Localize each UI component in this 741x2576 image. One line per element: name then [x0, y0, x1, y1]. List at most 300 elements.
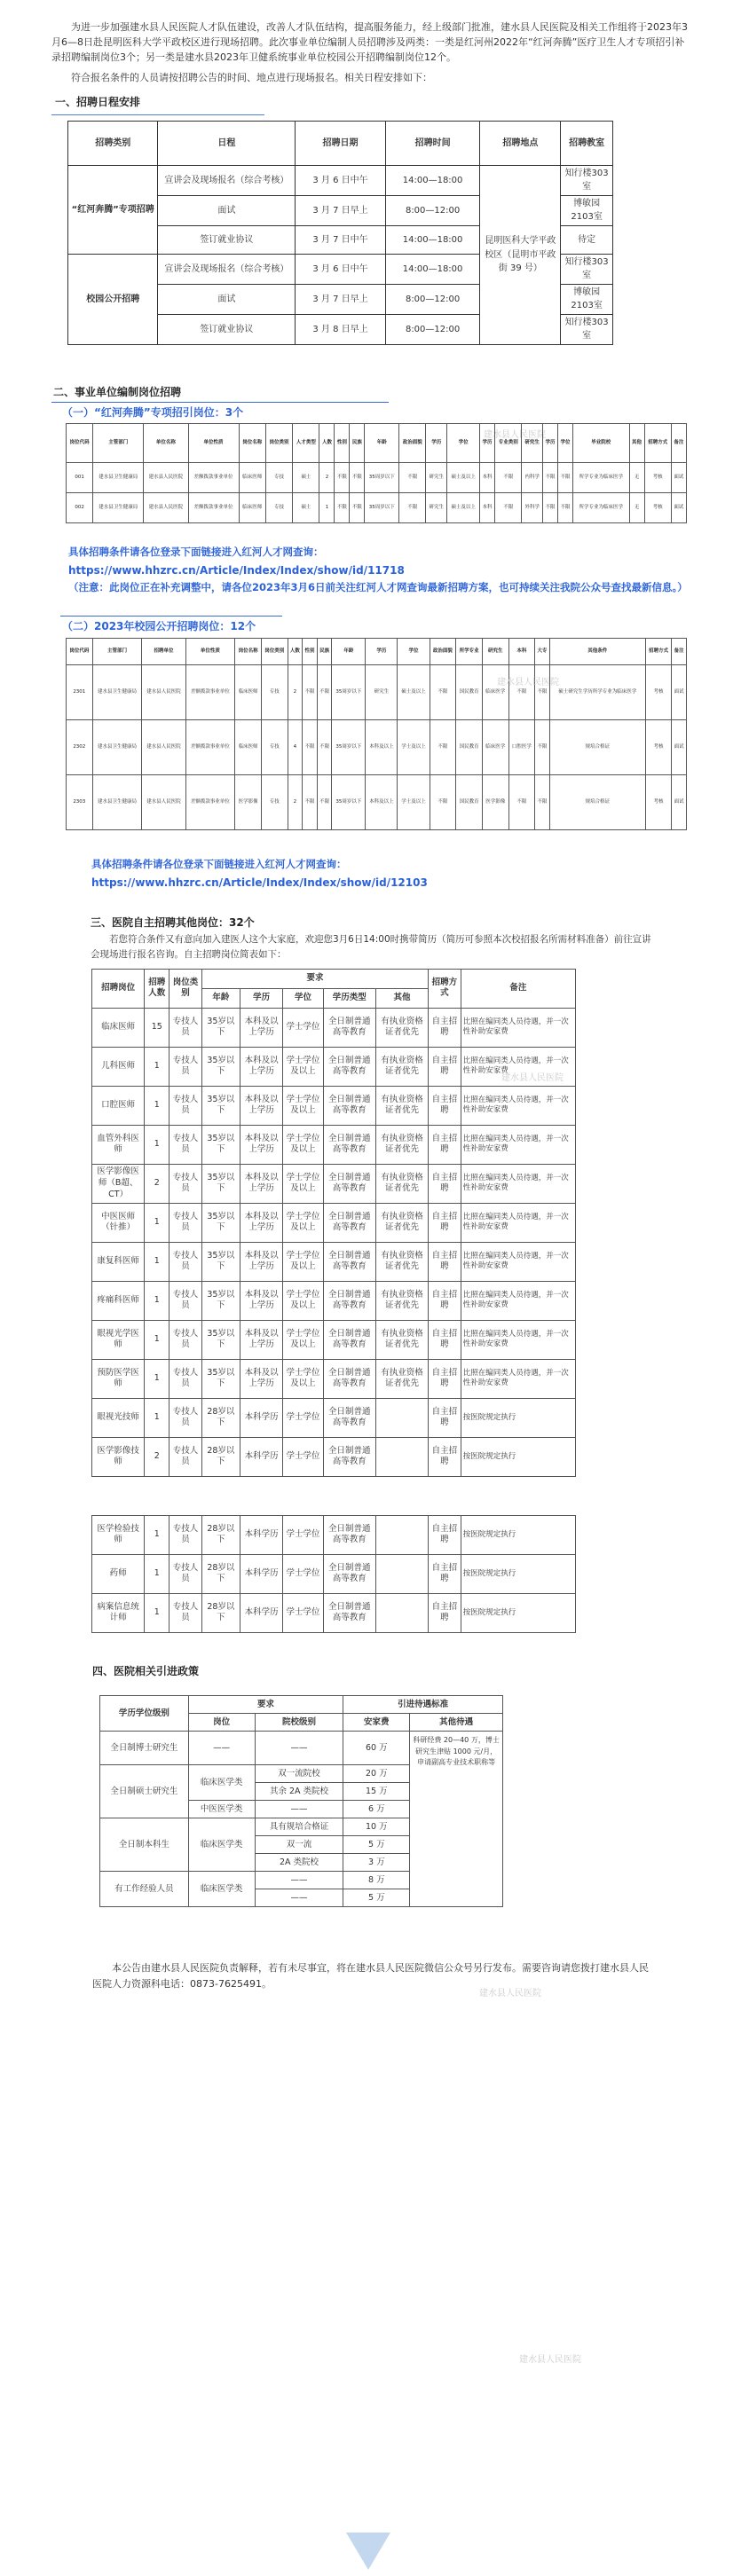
section3-title: 三、医院自主招聘其他岗位：32个 [91, 915, 255, 929]
table-cell: 35岁以下 [201, 1242, 240, 1281]
table-header-cell: 研究生 [482, 639, 508, 665]
table-cell: 比照在编同类人员待遇，并一次性补助安家费 [461, 1203, 575, 1242]
table-cell: 自主招聘 [429, 1398, 461, 1437]
table-cell: 35岁以下 [201, 1281, 240, 1320]
section2-sub1: （一）“红河奔腾”专项招引岗位：3个 [62, 406, 244, 420]
table-cell: 有执业资格证者优先 [375, 1320, 428, 1359]
table-cell: 专技人员 [169, 1203, 202, 1242]
table-cell: 6 万 [343, 1801, 410, 1818]
table-cell: 面试 [671, 462, 686, 492]
table-cell: 2302 [67, 720, 93, 775]
table-cell: 全日制本科生 [100, 1818, 189, 1872]
table-cell: 专技人员 [169, 1242, 202, 1281]
table-cell: 博敏园2103室 [561, 195, 613, 225]
table-header-cell: 岗位名称 [235, 639, 262, 665]
table-cell: 不限 [303, 720, 318, 775]
table-cell: 35岁以下 [201, 1164, 240, 1203]
table-cell: 硕士研究生学历所学专业为临床医学 [549, 665, 645, 720]
table-cell: 临床医师 [235, 720, 262, 775]
table-cell: 不限 [317, 720, 332, 775]
table-cell: 3 月 7 日早上 [296, 284, 385, 314]
table-cell: 全日制普通高等教育 [323, 1320, 375, 1359]
table-cell: 学士学位 [283, 1437, 323, 1476]
th-benefit: 引进待遇标准 [343, 1696, 503, 1714]
table-header-cell: 学历 [480, 423, 495, 462]
table-cell: 1 [145, 1515, 169, 1554]
table-cell: 所学专业为临床医学 [572, 492, 629, 522]
policy-table [99, 1695, 503, 1907]
table-cell: 不限 [335, 492, 350, 522]
table-cell: 比照在编同类人员待遇，并一次性补助安家费 [461, 1242, 575, 1281]
table-header-cell: 单位性质 [188, 423, 239, 462]
table-cell: 建水县人民医院 [142, 775, 185, 830]
table-cell: 研究生 [366, 665, 398, 720]
watermark-4: 建水县人民医院 [479, 1989, 541, 1999]
table-cell: 建水县人民医院 [144, 462, 188, 492]
table-cell: 硕士及以上 [447, 462, 480, 492]
th-post2: 岗位 [188, 1714, 255, 1732]
table-header-cell: 岗位类别 [265, 423, 292, 462]
table-cell: 专技 [261, 720, 288, 775]
table-cell: 差额拨款事业单位 [188, 492, 239, 522]
table-cell: 14:00—18:00 [385, 165, 480, 195]
table-cell: 35周岁以下 [332, 665, 366, 720]
table-cell: 本科学历 [240, 1593, 282, 1632]
table-cell: 全日制普通高等教育 [323, 1008, 375, 1047]
table-cell: 学士学位及以上 [283, 1047, 323, 1086]
table-cell: 本科学历 [240, 1554, 282, 1593]
table-cell: —— [255, 1801, 343, 1818]
table-cell: 本科学历 [240, 1437, 282, 1476]
th-type: 岗位类别 [169, 969, 202, 1008]
table-header-cell: 专业类别 [495, 423, 522, 462]
table-cell: 专技人员 [169, 1359, 202, 1398]
table-cell: 2303 [67, 775, 93, 830]
table-cell: 临床医师 [235, 665, 262, 720]
table-cell: 自主招聘 [429, 1593, 461, 1632]
table-cell: 内科学 [522, 462, 543, 492]
table-header-cell: 主管部门 [93, 423, 144, 462]
table-header-cell: 备注 [671, 423, 686, 462]
table-cell [375, 1593, 428, 1632]
table-header-cell: 性别 [335, 423, 350, 462]
table-header-cell: 大专 [535, 639, 550, 665]
table-cell: 60 万 [343, 1732, 410, 1765]
table-cell: 全日制普通高等教育 [323, 1242, 375, 1281]
th-post: 招聘岗位 [92, 969, 145, 1008]
table-cell: 比照在编同类人员待遇，并一次性补助安家费 [461, 1164, 575, 1203]
table-cell: 不限 [508, 665, 535, 720]
table-cell [375, 1554, 428, 1593]
table-cell: 知行楼303室 [561, 165, 613, 195]
th-schedule: 日程 [158, 121, 296, 165]
table-header-cell: 民族 [350, 423, 365, 462]
table-row [92, 1008, 576, 1047]
table-cell: 考核 [645, 775, 672, 830]
table-cell: 本科及以上学历 [240, 1281, 282, 1320]
table-cell: 医学影像 [235, 775, 262, 830]
table-cell: 35岁以下 [201, 1125, 240, 1164]
section4-title: 四、医院相关引进政策 [92, 1664, 200, 1677]
intro-paragraph-2: 符合报名条件的人员请按招聘公告的时间、地点进行现场报名。相关日程安排如下： [71, 72, 432, 84]
table-cell: 面试 [672, 720, 687, 775]
schedule-table [67, 121, 613, 345]
table-cell: 1 [145, 1047, 169, 1086]
table-cell: 专技人员 [169, 1593, 202, 1632]
table-row [92, 1125, 576, 1164]
table-cell: 面试 [158, 284, 296, 314]
table-row [92, 1398, 576, 1437]
table-cell: 签订就业协议 [158, 225, 296, 254]
th-edu: 学历 [240, 988, 282, 1008]
table-cell: 国民教育 [456, 665, 483, 720]
table-cell: 1 [145, 1593, 169, 1632]
table-cell: 按医院规定执行 [461, 1515, 575, 1554]
table-cell: 临床医师 [239, 492, 265, 522]
table-cell: 本科及以上学历 [240, 1359, 282, 1398]
th-age: 年龄 [201, 988, 240, 1008]
table-row [92, 1203, 576, 1242]
table-cell: 不限 [350, 492, 365, 522]
table-cell: 不限 [557, 462, 572, 492]
table-header-cell: 岗位名称 [239, 423, 265, 462]
table-cell: 临床医学 [482, 665, 508, 720]
table-cell: 疼痛科医师 [92, 1281, 145, 1320]
table-cell: 15 [145, 1008, 169, 1047]
table-cell: 学士学位 [283, 1515, 323, 1554]
table-header-cell: 学历 [426, 423, 447, 462]
table-cell: 全日制博士研究生 [100, 1732, 189, 1765]
table-cell: 有执业资格证者优先 [375, 1242, 428, 1281]
table-cell: 建水县人民医院 [142, 720, 185, 775]
table-cell: 8:00—12:00 [385, 195, 480, 225]
table-cell: 学士学位及以上 [283, 1242, 323, 1281]
table-header-cell: 学位 [398, 639, 430, 665]
table-cell: 康复科医师 [92, 1242, 145, 1281]
table-cell: 血管外科医师 [92, 1125, 145, 1164]
table-cell: 中医医学类 [188, 1801, 255, 1818]
table-cell: 眼视光技师 [92, 1398, 145, 1437]
table-cell: 不限 [350, 462, 365, 492]
table-cell: 本科及以上 [366, 775, 398, 830]
table-cell: 20 万 [343, 1765, 410, 1783]
link-intro-1: 具体招聘条件请各位登录下面链接进入红河人才网查询： [68, 545, 324, 558]
table-cell: 有执业资格证者优先 [375, 1008, 428, 1047]
section2-title: 二、事业单位编制岗位招聘 [53, 385, 182, 398]
footer-block [92, 1960, 651, 1991]
table-cell: 28岁以下 [201, 1437, 240, 1476]
table-cell: 知行楼303室 [561, 314, 613, 344]
th-edu-type: 学历类型 [323, 988, 375, 1008]
table-cell: 自主招聘 [429, 1320, 461, 1359]
table-cell: 专技人员 [169, 1086, 202, 1125]
table-cell [375, 1515, 428, 1554]
table-row [92, 1242, 576, 1281]
table-row [92, 1359, 576, 1398]
table-cell: 不限 [430, 720, 456, 775]
table-cell: 药师 [92, 1554, 145, 1593]
table-cell: 考核 [644, 462, 671, 492]
section1-title: 一、招聘日程安排 [55, 96, 141, 109]
table-header-cell: 单位名称 [144, 423, 188, 462]
table-cell: 全日制普通高等教育 [323, 1281, 375, 1320]
table-cell: 比照在编同类人员待遇，并一次性补助安家费 [461, 1320, 575, 1359]
table-cell: 本科及以上学历 [240, 1242, 282, 1281]
table-cell: 35岁以下 [201, 1008, 240, 1047]
th-other: 其他 [375, 988, 428, 1008]
table-cell: 考核 [645, 665, 672, 720]
table-cell: 不限 [543, 462, 558, 492]
table-cell: 全日制普通高等教育 [323, 1164, 375, 1203]
table-cell: 自主招聘 [429, 1359, 461, 1398]
table-cell: 国民教育 [456, 775, 483, 830]
table-cell: 专技 [265, 462, 292, 492]
table-cell: 宣讲会及现场报名（综合考核） [158, 165, 296, 195]
table-cell: 3 月 7 日早上 [296, 195, 385, 225]
intro-paragraph-1: 为进一步加强建水县人民医院人才队伍建设，改善人才队伍结构，提高服务能力，经上级部门批准，建水县人民医院及相关工作组将于2023年3月6—8日赴昆明医科大学平政校区进行现场招聘。此次事业单位编制人员招聘涉及两类：一类是红河州2022年“红河奔腾”医疗卫生人才专项招引补录招聘编制岗位3个；另一类是建水县2023年卫健系统事业单位校园公开招聘编制岗位12个。 [51, 21, 688, 64]
table-cell: 2 [145, 1164, 169, 1203]
group-hhbt: “红河奔腾”专项招聘 [68, 165, 158, 254]
table-header-cell: 招聘方式 [645, 639, 672, 665]
table-cell: 中医医师（针推） [92, 1203, 145, 1242]
link-intro-2: 具体招聘条件请各位登录下面链接进入红河人才网查询： [91, 858, 347, 871]
table-cell: 专技人员 [169, 1437, 202, 1476]
table-cell: 眼视光学医师 [92, 1320, 145, 1359]
table-cell: 面试 [158, 195, 296, 225]
table-cell: 建水县人民医院 [142, 665, 185, 720]
table-cell: 本科学历 [240, 1398, 282, 1437]
footer-note: 本公告由建水县人民医院负责解释，若有未尽事宜，将在建水县人民医院微信公众号另行发布。需要咨询请您拨打建水县人民医院人力资源科电话：0873-7625491。 [92, 1962, 649, 1991]
table-cell: 临床医师 [239, 462, 265, 492]
table-cell: 有执业资格证者优先 [375, 1281, 428, 1320]
table-cell: 具有规培合格证 [255, 1818, 343, 1836]
table-cell: 2 [288, 665, 303, 720]
table-row [92, 1593, 576, 1632]
table-cell: 临床医学类 [188, 1872, 255, 1907]
table-cell: 全日制普通高等教育 [323, 1398, 375, 1437]
th-other-benefit: 其他待遇 [410, 1714, 503, 1732]
table-cell: 硕士及以上 [398, 665, 430, 720]
table-cell: 口腔医师 [92, 1086, 145, 1125]
table-cell: 专技人员 [169, 1554, 202, 1593]
table-cell: 全日制普通高等教育 [323, 1515, 375, 1554]
table-cell: 全日制普通高等教育 [323, 1203, 375, 1242]
table-cell: 自主招聘 [429, 1203, 461, 1242]
table-cell: 8 万 [343, 1872, 410, 1889]
table-cell: 学士学位及以上 [283, 1281, 323, 1320]
other-benefit-cell: 科研经费 20—40 万，博士研究生津贴 1000 元/月，申请副高专业技术职称等 [410, 1732, 503, 1907]
th-degree: 学位 [283, 988, 323, 1008]
table-cell: 自主招聘 [429, 1008, 461, 1047]
notice-text: （注意：此岗位正在补充调整中，请各位2023年3月6日前关注红河人才网查询最新招聘方案，也可持续关注我院公众号查找最新信息。） [68, 581, 688, 594]
table-cell: 不限 [557, 492, 572, 522]
table-cell: 专技人员 [169, 1125, 202, 1164]
table-cell: 硕士 [293, 462, 319, 492]
table-cell: 按医院规定执行 [461, 1437, 575, 1476]
table-cell: 1 [145, 1554, 169, 1593]
table-cell: 国民教育 [456, 720, 483, 775]
table-cell: 建水县卫生健康局 [93, 492, 144, 522]
table-cell: 临床医学类 [188, 1818, 255, 1872]
table-cell: 专技 [261, 775, 288, 830]
table-cell: 面试 [671, 492, 686, 522]
table-cell: 28岁以下 [201, 1593, 240, 1632]
table-cell: 不限 [430, 775, 456, 830]
th-count: 招聘人数 [145, 969, 169, 1008]
table-cell: 按医院规定执行 [461, 1554, 575, 1593]
table-cell: 全日制普通高等教育 [323, 1047, 375, 1086]
th-time: 招聘时间 [385, 121, 480, 165]
table-cell: 比照在编同类人员待遇，并一次性补助安家费 [461, 1086, 575, 1125]
table-cell: 医学影像技师 [92, 1437, 145, 1476]
table-cell: 自主招聘 [429, 1125, 461, 1164]
table-cell: 无 [629, 492, 644, 522]
link-2[interactable]: https://www.hhzrc.cn/Article/Index/Index/show/id/12103 [91, 876, 428, 890]
table-header-cell: 学位 [447, 423, 480, 462]
table-cell: 差额拨款事业单位 [185, 720, 235, 775]
table-cell: 1 [145, 1086, 169, 1125]
link-1[interactable]: https://www.hhzrc.cn/Article/Index/Index/show/id/11718 [68, 563, 405, 577]
table-cell: 1 [145, 1359, 169, 1398]
table-cell: 本科学历 [240, 1515, 282, 1554]
table-cell: 学士学位及以上 [283, 1203, 323, 1242]
table-header-cell: 年龄 [365, 423, 399, 462]
table-cell: 不限 [303, 775, 318, 830]
table-cell: 双一流院校 [255, 1765, 343, 1783]
table-header-cell: 研究生 [522, 423, 543, 462]
table-cell: 不限 [508, 775, 535, 830]
table-cell: 签订就业协议 [158, 314, 296, 344]
table-cell: 有工作经验人员 [100, 1872, 189, 1907]
table-cell: 病案信息统计师 [92, 1593, 145, 1632]
table-cell: 专技 [265, 492, 292, 522]
scroll-down-arrow-icon[interactable] [346, 2533, 390, 2570]
table-cell: 全日制普通高等教育 [323, 1554, 375, 1593]
table-cell: 不限 [535, 775, 550, 830]
table-cell: 按医院规定执行 [461, 1593, 575, 1632]
table-cell: 规培合格证 [549, 720, 645, 775]
table-cell: 15 万 [343, 1783, 410, 1801]
table-cell: 学士及以上 [398, 720, 430, 775]
table-cell: 28岁以下 [201, 1398, 240, 1437]
group-campus: 校园公开招聘 [68, 254, 158, 344]
table-cell: 博敏园2103室 [561, 284, 613, 314]
table-cell: 1 [145, 1242, 169, 1281]
table-cell: 有执业资格证者优先 [375, 1086, 428, 1125]
table-cell: 研究生 [426, 462, 447, 492]
table-cell: 1 [145, 1203, 169, 1242]
table-cell: 2 [288, 775, 303, 830]
table-header-cell: 其他条件 [549, 639, 645, 665]
table-cell: 28岁以下 [201, 1554, 240, 1593]
table-cell: 比照在编同类人员待遇，并一次性补助安家费 [461, 1047, 575, 1086]
table-cell: 学士学位及以上 [283, 1086, 323, 1125]
table-cell: 1 [319, 492, 335, 522]
table-header-cell: 学历 [543, 423, 558, 462]
table-cell: 硕士及以上 [447, 492, 480, 522]
table-cell: 双一流 [255, 1836, 343, 1854]
table-cell: 28岁以下 [201, 1515, 240, 1554]
table-cell: 所学专业为临床医学 [572, 462, 629, 492]
table-cell: 医学检验技师 [92, 1515, 145, 1554]
table-cell: 学士学位 [283, 1398, 323, 1437]
table-cell: 医学影像医师（B超、CT） [92, 1164, 145, 1203]
link-block-2 [91, 855, 668, 891]
table-cell: 3 万 [343, 1854, 410, 1872]
th-fee: 安家费 [343, 1714, 410, 1732]
table-cell: 8:00—12:00 [385, 284, 480, 314]
table-cell: 本科及以上学历 [240, 1164, 282, 1203]
table-cell: 35岁以下 [201, 1359, 240, 1398]
table-cell: 1 [145, 1125, 169, 1164]
watermark-2: 建水县人民医院 [497, 678, 559, 687]
table-row [92, 1164, 576, 1203]
table-row [92, 1554, 576, 1593]
table-cell: 有执业资格证者优先 [375, 1203, 428, 1242]
table-cell: 自主招聘 [429, 1047, 461, 1086]
table-cell: 35岁以下 [201, 1086, 240, 1125]
th-remarks: 备注 [461, 969, 575, 1008]
link-block-1 [68, 543, 690, 598]
table-header-cell: 人数 [319, 423, 335, 462]
table-cell: 不限 [399, 492, 426, 522]
table-cell: 建水县卫生健康局 [93, 462, 144, 492]
table-cell: 3 月 6 日中午 [296, 165, 385, 195]
table-cell: 专技人员 [169, 1047, 202, 1086]
table-cell: 临床医师 [92, 1008, 145, 1047]
table-header-cell: 单位性质 [185, 639, 235, 665]
table-cell: 35周岁以下 [332, 720, 366, 775]
table-cell: 学士学位 [283, 1008, 323, 1047]
table-cell: 不限 [535, 665, 550, 720]
th-date: 招聘日期 [296, 121, 385, 165]
table-cell: 本科及以上学历 [240, 1047, 282, 1086]
table-cell: 本科及以上学历 [240, 1008, 282, 1047]
table-cell: 研究生 [426, 492, 447, 522]
table-cell: 不限 [495, 492, 522, 522]
table-cell: 专技人员 [169, 1164, 202, 1203]
table-header-cell: 岗位代码 [67, 423, 93, 462]
table-cell: 35周岁以下 [365, 492, 399, 522]
table-cell: 考核 [644, 492, 671, 522]
table-cell: 全日制普通高等教育 [323, 1359, 375, 1398]
table-cell: 医学影像 [482, 775, 508, 830]
table-row [92, 1437, 576, 1476]
table-row [92, 1086, 576, 1125]
table-cell: 比照在编同类人员待遇，并一次性补助安家费 [461, 1008, 575, 1047]
table-cell: 不限 [317, 665, 332, 720]
table-cell: 全日制普通高等教育 [323, 1437, 375, 1476]
table-cell: 自主招聘 [429, 1242, 461, 1281]
table-cell: 不限 [543, 492, 558, 522]
th-level: 学历学位级别 [100, 1696, 189, 1732]
table-cell: 面试 [672, 775, 687, 830]
table-header-cell: 毕业院校 [572, 423, 629, 462]
table-header-cell: 政治面貌 [430, 639, 456, 665]
table-header-cell: 所学专业 [456, 639, 483, 665]
table-header-cell: 学位 [557, 423, 572, 462]
table-cell: 3 月 6 日中午 [296, 254, 385, 284]
table-cell: 002 [67, 492, 93, 522]
th-req: 要求 [188, 1696, 343, 1714]
table-cell: 2 [319, 462, 335, 492]
table-cell: 专技人员 [169, 1320, 202, 1359]
table-cell: 建水县卫生健康局 [92, 720, 142, 775]
th-location: 招聘地点 [480, 121, 561, 165]
section3-intro: 若您符合条件又有意向加入建医人这个大家庭，欢迎您3月6日14:00时携带简历（简历可参照本次校招报名所需材料准备）前往宣讲会现场进行报名咨询。自主招聘岗位简表如下： [91, 934, 651, 960]
table-cell: 按医院规定执行 [461, 1398, 575, 1437]
table-cell: 待定 [561, 225, 613, 254]
